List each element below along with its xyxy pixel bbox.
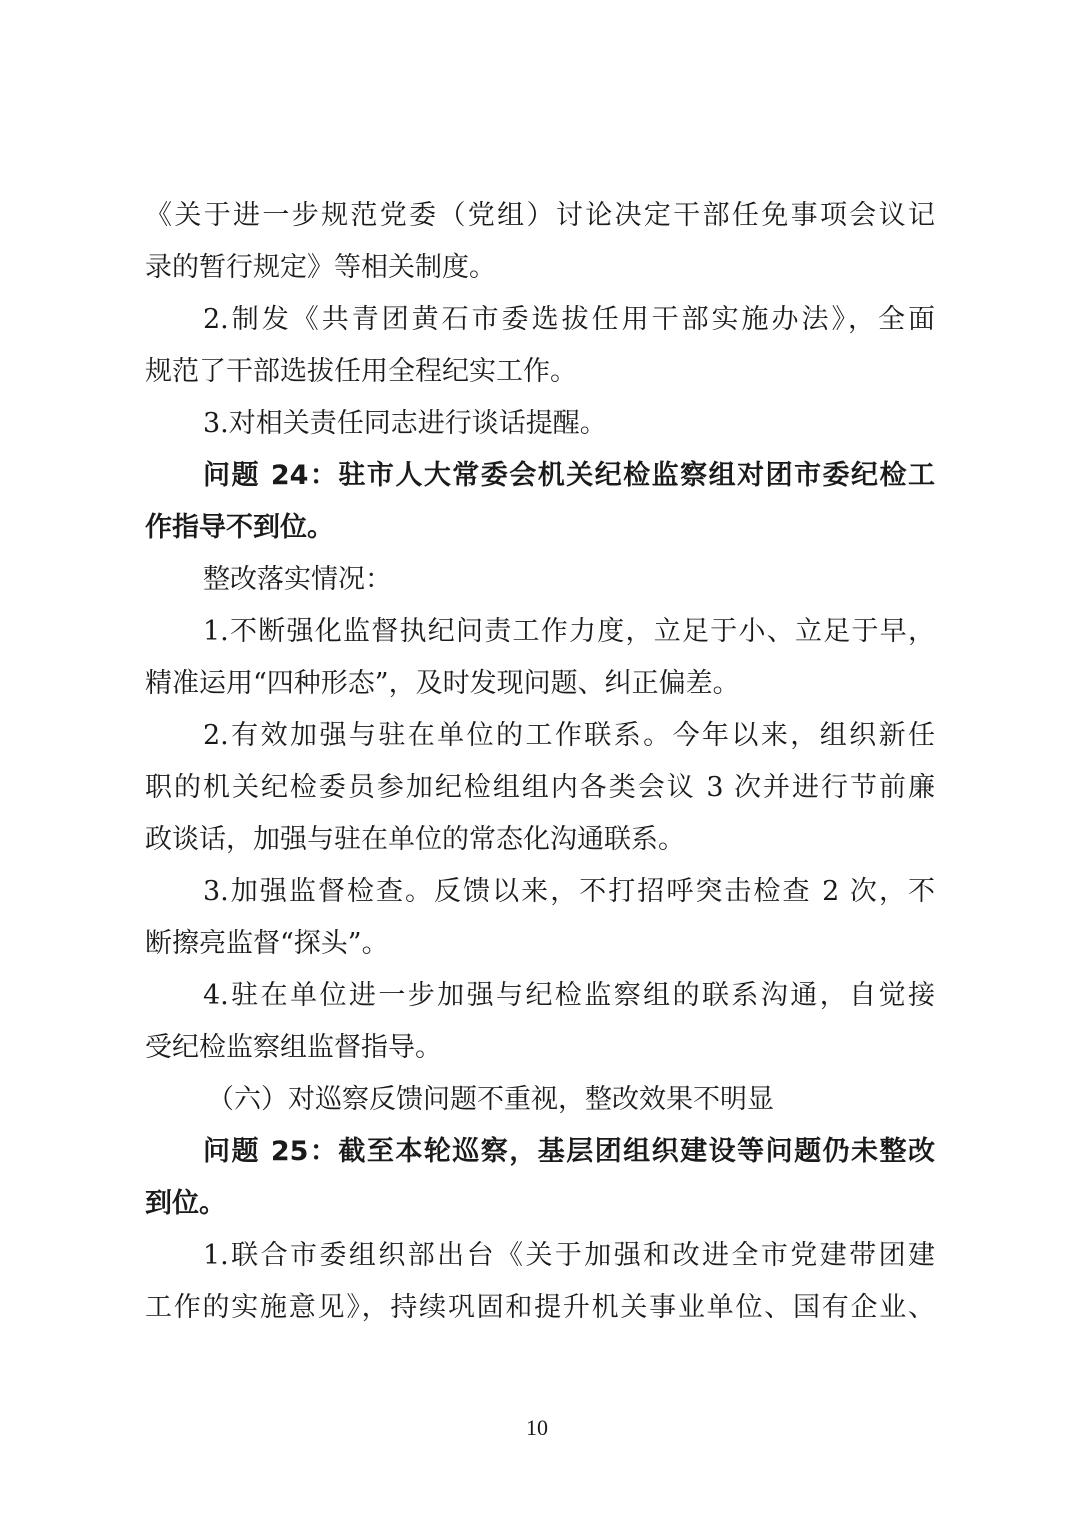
text-line: 职的机关纪检委员参加纪检组组内各类会议 3 次并进行节前廉 xyxy=(145,772,935,803)
text-line: 3.对相关责任同志进行谈话提醒。 xyxy=(203,408,607,439)
text-line: 断擦亮监督“探头”。 xyxy=(145,928,389,959)
text-line: 3.加强监督检查。反馈以来，不打招呼突击检查 2 次，不 xyxy=(203,876,935,907)
text-line: 政谈话，加强与驻在单位的常态化沟通联系。 xyxy=(145,824,685,855)
text-line: 精准运用“四种形态”，及时发现问题、纠正偏差。 xyxy=(145,668,740,699)
text-line: 整改落实情况： xyxy=(203,564,392,595)
text-line: 2.制发《共青团黄石市委选拔任用干部实施办法》，全面 xyxy=(203,304,935,335)
text-line: 工作的实施意见》，持续巩固和提升机关事业单位、国有企业、 xyxy=(145,1292,935,1323)
text-line: 4.驻在单位进一步加强与纪检监察组的联系沟通，自觉接 xyxy=(203,980,935,1011)
text-line: 1.联合市委组织部出台《关于加强和改进全市党建带团建 xyxy=(203,1240,935,1271)
text-line: 2.有效加强与驻在单位的工作联系。今年以来，组织新任 xyxy=(203,720,935,751)
page-number: 10 xyxy=(526,1415,548,1440)
section-heading: （六）对巡察反馈问题不重视，整改效果不明显 xyxy=(207,1084,774,1115)
issue-heading: 问题 24：驻市人大常委会机关纪检监察组对团市委纪检工 xyxy=(203,460,935,491)
issue-heading: 问题 25：截至本轮巡察，基层团组织建设等问题仍未整改 xyxy=(203,1136,935,1167)
text-line: 录的暂行规定》等相关制度。 xyxy=(145,252,496,283)
issue-heading: 到位。 xyxy=(145,1188,226,1219)
text-line: 受纪检监察组监督指导。 xyxy=(145,1032,442,1063)
issue-heading: 作指导不到位。 xyxy=(145,512,334,543)
text-line: 1.不断强化监督执纪问责工作力度，立足于小、立足于早， xyxy=(203,616,935,647)
text-line: 规范了干部选拔任用全程纪实工作。 xyxy=(145,356,577,387)
text-line: 《关于进一步规范党委（党组）讨论决定干部任免事项会议记 xyxy=(145,200,935,231)
document-body xyxy=(145,190,935,1334)
